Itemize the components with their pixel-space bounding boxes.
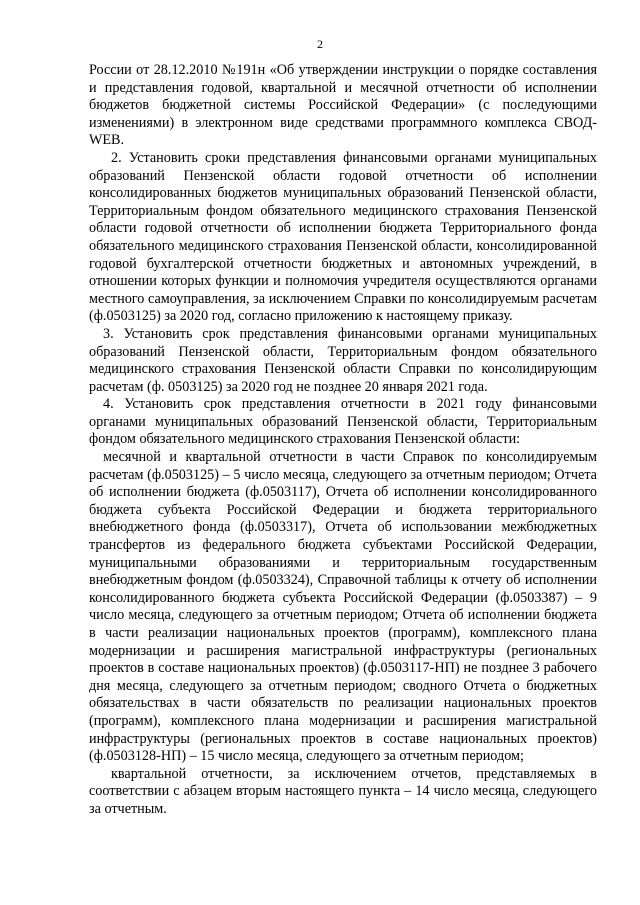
paragraph-item-4: 4. Установить срок представления отчетности в 2021 году финансовыми органами муниципальных образований Пензенской области, Территориальным фондом обязательного медицинского страхования Пензенской области: xyxy=(89,396,597,448)
paragraph-continuation: России от 28.12.2010 №191н «Об утверждении инструкции о порядке составления и представления годовой, квартальной и месячной отчетности об исполнении бюджетов бюджетной системы Российской Федерации» (с последующими изменениями) в электронном виде средствами программного комплекса СВОД-WEB. xyxy=(89,62,597,149)
paragraph-item-2: 2. Установить сроки представления финансовыми органами муниципальных образований Пензенской области годовой отчетности об исполнении консолидированных бюджетов муниципальных образований Пензенской области, Территориальным фондом обязательного медицинского страхования Пензенской области годовой отчетности об исполнении бюджета Территориального фонда обязательного медицинского страхования Пензенской области, консолидированной годовой бухгалтерской отчетности бюджетных и автономных учреждений, в отношении которых функции и полномочия учредителя осуществляются органами местного самоуправления, за исключением Справки по консолидируемым расчетам (ф.0503125) за 2020 год, согласно приложению к настоящему приказу. xyxy=(89,149,597,325)
paragraph-monthly-quarterly-reporting: месячной и квартальной отчетности в части Справок по консолидируемым расчетам (ф.0503125) – 5 число месяца, следующего за отчетным периодом; Отчета об исполнении бюджета (ф.0503117), Отчета об исполнении консолидированного бюджета субъекта Российской Федерации и бюджета территориального внебюджетного фонда (ф.0503317), Отчета об использовании межбюджетных трансфертов из федерального бюджета субъектами Российской Федерации, муниципальными образованиями и территориальным государственным внебюджетным фондом (ф.0503324), Справочной таблицы к отчету об исполнении консолидированного бюджета субъекта Российской Федерации (ф.0503387) – 9 число месяца, следующего за отчетным периодом; Отчета об исполнении бюджета в части реализации национальных проектов (программ), комплексного плана модернизации и расширения магистральной инфраструктуры (региональных проектов в составе национальных проектов) (ф.0503117-НП) не позднее 3 рабочего дня месяца, следующего за отчетным периодом; сводного Отчета о бюджетных обязательствах в части обязательств по реализации национальных проектов (программ), комплексного плана модернизации и расширения магистральной инфраструктуры (региональных проектов в составе национальных проектов) (ф.0503128-НП) – 15 число месяца, следующего за отчетным периодом; xyxy=(89,449,597,765)
document-body xyxy=(89,62,597,819)
paragraph-item-3: 3. Установить срок представления финансовыми органами муниципальных образований Пензенской области, Территориальным фондом обязательного медицинского страхования Пензенской области Справки по консолидирующим расчетам (ф. 0503125) за 2020 год не позднее 20 января 2021 года. xyxy=(89,325,597,395)
page-number: 2 xyxy=(317,37,323,51)
paragraph-quarterly-reporting: квартальной отчетности, за исключением отчетов, представляемых в соответствии с абзацем вторым настоящего пункта – 14 число месяца, следующего за отчетным. xyxy=(89,765,597,817)
